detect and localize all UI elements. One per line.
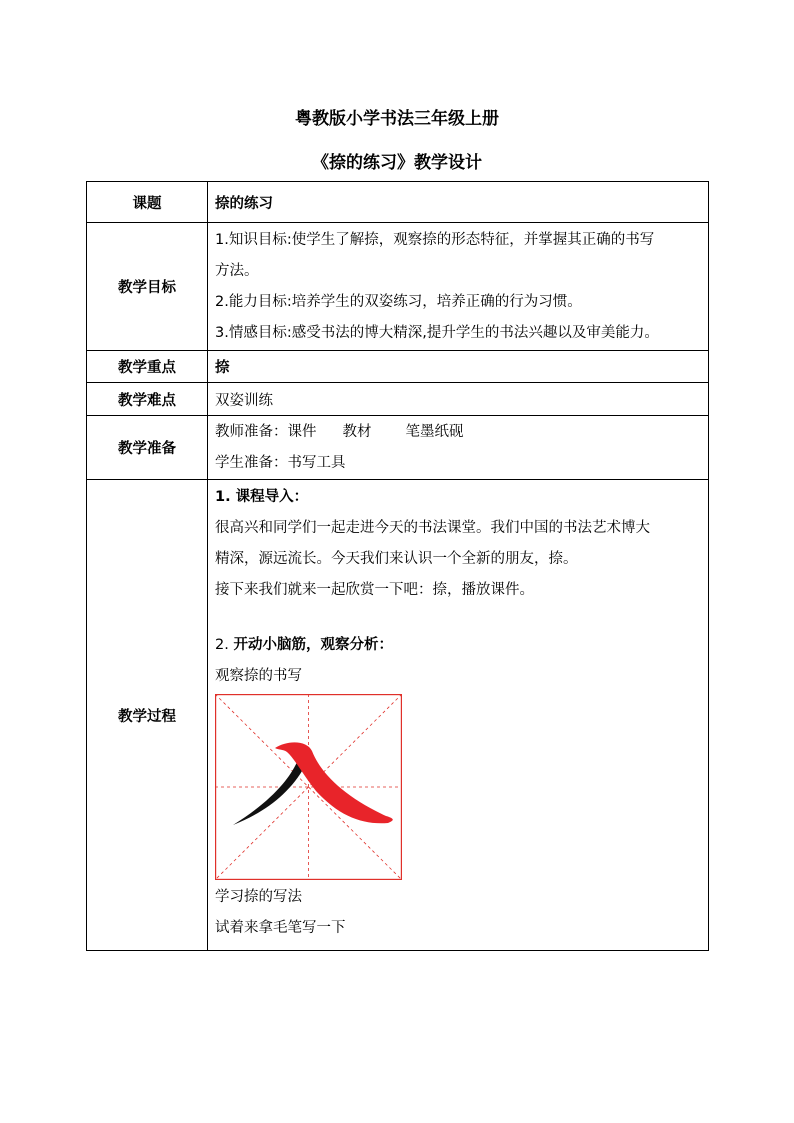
goal-line-2: 方法。 [215,262,259,279]
row-process [87,480,709,951]
value-topic: 捺的练习 [208,182,709,223]
doc-title-line1: 粤教版小学书法三年级上册 [295,109,499,129]
goal-line-1: 1.知识目标:使学生了解捺，观察捺的形态特征，并掌握其正确的书写 [215,231,655,248]
label-process: 教学过程 [87,480,208,951]
calligraphy-grid-figure [215,694,402,880]
label-preparation: 教学准备 [87,416,208,480]
label-goals: 教学目标 [87,223,208,351]
teacher-prep-line [215,417,704,448]
label-difficulty: 教学难点 [87,383,208,416]
section2-title-line [215,630,704,661]
lesson-plan-table [86,181,709,951]
teacher-prep-item-3: 笔墨纸砚 [405,423,464,440]
section1-line-3: 接下来我们就来一起欣赏一下吧：捺，播放课件。 [215,582,534,598]
value-preparation [208,416,709,480]
mizige-grid [215,694,402,880]
learn-label: 学习捺的写法 [215,889,302,905]
teacher-prep-item-1: 教师准备：课件 [215,423,317,440]
label-topic: 课题 [87,182,208,223]
student-prep-line: 学生准备：书写工具 [215,454,346,471]
value-goals [208,223,709,351]
row-key-point [87,351,709,383]
teacher-prep-item-2: 教材 [342,423,372,440]
value-key-point: 捺 [208,351,709,383]
row-preparation [87,416,709,480]
section1-line-1: 很高兴和同学们一起走进今天的书法课堂。我们中国的书法艺术博大 [215,520,650,536]
row-goals [87,223,709,351]
value-difficulty: 双姿训练 [208,383,709,416]
label-key-point: 教学重点 [87,351,208,383]
doc-title-line2: 《捺的练习》教学设计 [312,153,482,173]
observe-label: 观察捺的书写 [215,668,302,684]
try-label: 试着来拿毛笔写一下 [215,920,346,936]
section1-line-2: 精深，源远流长。今天我们来认识一个全新的朋友，捺。 [215,551,578,567]
row-difficulty [87,383,709,416]
goal-line-4: 3.情感目标:感受书法的博大精深,提升学生的书法兴趣以及审美能力。 [215,324,659,341]
value-process [208,480,709,951]
section2-number: 2. [215,637,234,653]
goal-line-3: 2.能力目标:培养学生的双姿练习，培养正确的行为习惯。 [215,293,582,310]
row-topic [87,182,709,223]
section2-title: 开动小脑筋，观察分析： [233,637,393,653]
section1-title: 1. 课程导入： [215,489,309,505]
